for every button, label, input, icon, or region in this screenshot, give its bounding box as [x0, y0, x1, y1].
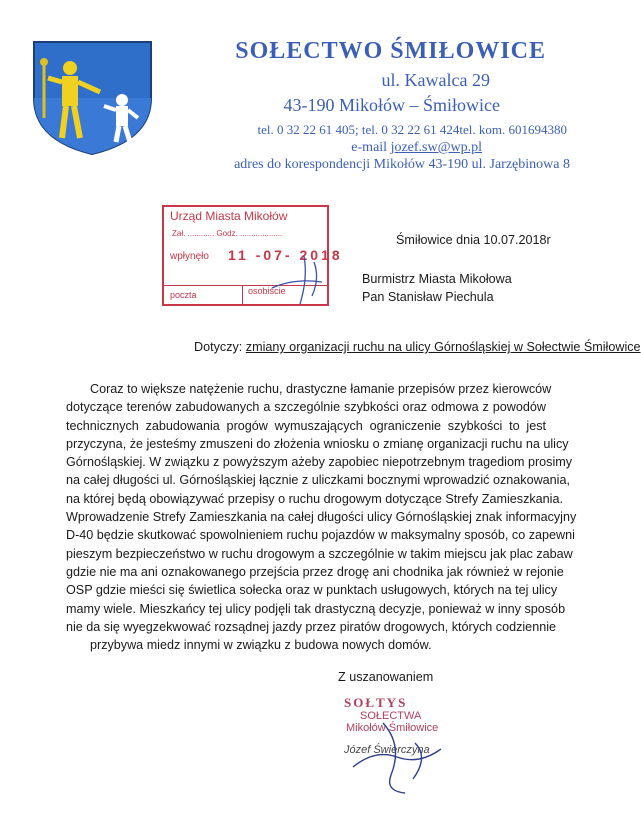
body-line: technicznych zabudowania progów wymuszających ograniczenie szybkości to jest [66, 418, 546, 433]
subject-label: Dotyczy: [194, 340, 246, 354]
address-street: ul. Kawalca 29 [381, 70, 490, 90]
signature-office: SOŁECTWA [360, 710, 422, 722]
correspondence-address: adres do korespondencji Mikołów 43-190 ul. Jarzębinowa 8 [234, 157, 570, 172]
stamp-attachments-hour: Zał. ............ Godz. ................... [172, 229, 283, 238]
body-line: pieszym bezpieczeństwo w ruchu drogowym a szczególnie w takim miejscu jak plac zabaw [66, 546, 573, 561]
body-line: gdzie nie ma ani oznakowanego przejścia przez drogę ani chodnika jak również w rejonie [66, 564, 564, 579]
handwritten-signature [345, 705, 455, 800]
subject-text: zmiany organizacji ruchu na ulicy Górnośląskiej w Sołectwie Śmiłowice [245, 340, 641, 354]
body-line: przyczyna, że jesteśmy zmuszeni do złożenia wniosku o zmianę organizacji ruchu na ulicy [66, 436, 569, 451]
stamp-received-date: 11 -07- 2018 [228, 247, 343, 263]
body-line: przybywa miedz innymi w związku z budowa nowych domów. [90, 638, 432, 653]
stamp-personal-label: osobiście [248, 286, 286, 296]
recipient-title: Burmistrz Miasta Mikołowa [362, 272, 512, 286]
body-line: Górnośląskiej. W związku z powyższym ażeby zapobiec niepotrzebnym tragediom prosimy [66, 455, 573, 470]
body-line: D-40 będzie skutkować spowolnieniem ruchu pojazdów w maksymalny sposób, co zapewni [66, 528, 575, 543]
signature-location: Mikołów Śmiłowice [346, 722, 439, 734]
coat-of-arms-icon [30, 38, 155, 156]
body-line: Coraz to większe natężenie ruchu, drastyczne łamanie przepisów przez kierowców [90, 382, 552, 396]
body-line: OSP gdzie mieści się świetlica sołecka oraz w punktach usługowych, których na tej ulicy [66, 583, 558, 598]
phone-numbers: tel. 0 32 22 61 405; tel. 0 32 22 61 424tel. kom. 601694380 [257, 122, 567, 137]
organization-name: SOŁECTWO ŚMIŁOWICE [235, 38, 546, 64]
body-line: mamy wiele. Mieszkańcy tej ulicy podjęli tak drastyczną decyzje, ponieważ w inny sposób [66, 601, 566, 616]
body-line: Wprowadzenie Strefy Zamieszkania na całej długości ulicy Górnośląskiej znak informacyjny [66, 510, 577, 525]
stamp-received-label: wpłynęło [170, 251, 209, 262]
email-label: e-mail [351, 140, 391, 155]
signature-title: SOŁTYS [344, 695, 408, 710]
email-line [351, 140, 482, 156]
body-line: na której będą obowiązywać przepisy o ruchu drogowym dotyczące Strefy Zamieszkania. [66, 491, 563, 506]
stamp-mail-label: poczta [170, 290, 197, 300]
stamp-initials-scribble [264, 248, 344, 308]
body-line: dotyczące terenów zabudowanych a szczególnie szybkości oraz odmowa z powodów [66, 400, 546, 415]
body-line: na całej długości ul. Górnośląskiej łącznie z uliczkami bocznymi wprowadzić oznakowania, [66, 473, 570, 488]
subject-line [194, 340, 641, 354]
email-link[interactable]: jozef.sw@wp.pl [390, 140, 482, 155]
address-city: 43-190 Mikołów – Śmiłowice [283, 95, 500, 115]
stamp-divider-vertical [242, 285, 243, 304]
recipient-name: Pan Stanisław Piechula [362, 290, 494, 304]
stamp-office-name: Urząd Miasta Mikołów [170, 209, 288, 223]
body-line: nie da się wyegzekwować rozsądnej jazdy przez piratów drogowych, których codziennie [66, 619, 557, 634]
closing-phrase: Z uszanowaniem [338, 670, 434, 684]
signature-name: Józef Świerczyna [344, 744, 430, 756]
letter-body [66, 380, 577, 654]
place-and-date: Śmiłowice dnia 10.07.2018r [396, 233, 551, 247]
